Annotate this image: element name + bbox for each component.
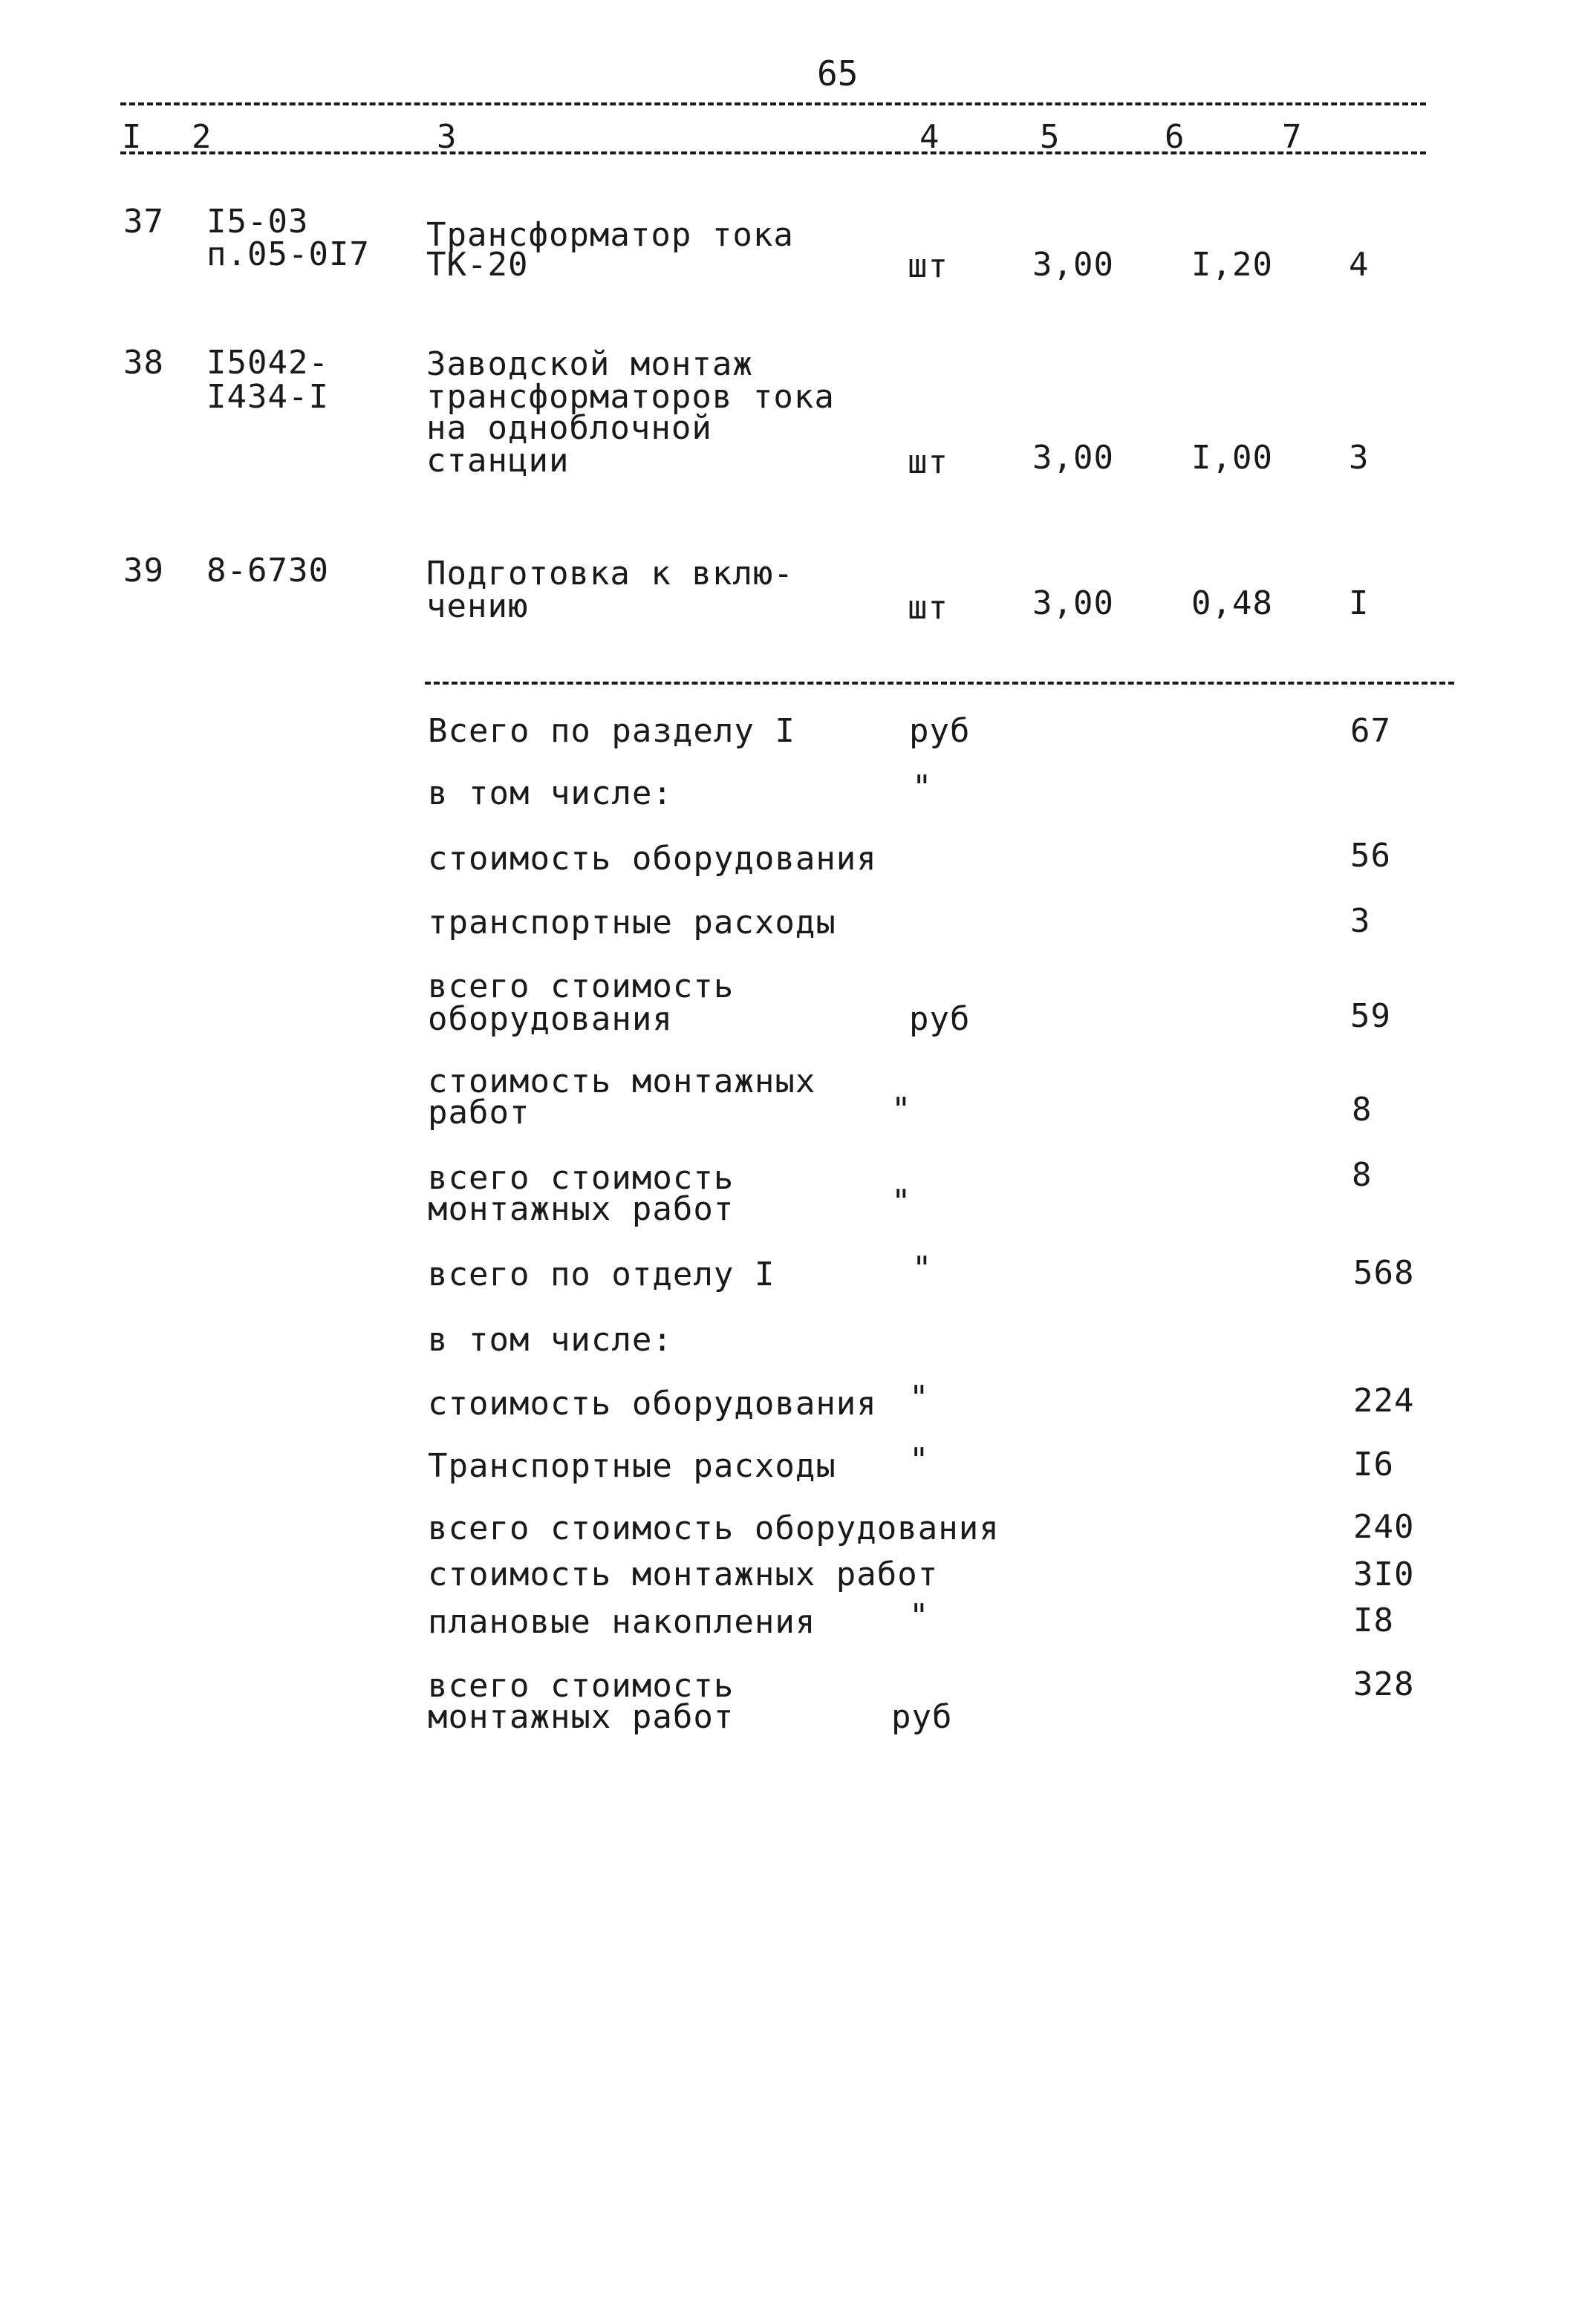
header-top-rule <box>120 102 1426 105</box>
summary-unit: " <box>912 768 933 806</box>
item-number: 39 <box>123 552 164 590</box>
item-name: Заводской монтаж <box>426 345 753 383</box>
summary-label: Транспортные расходы <box>428 1447 836 1485</box>
summary-label: всего по отделу I <box>428 1256 775 1293</box>
summary-value: 3 <box>1350 902 1371 940</box>
column-header-3: 3 <box>437 118 458 156</box>
summary-label: работ <box>428 1094 530 1132</box>
summary-label: оборудования <box>428 1000 673 1038</box>
item-name: ТК-20 <box>426 246 529 284</box>
summary-unit: " <box>909 1441 930 1479</box>
item-unit-price: I,20 <box>1191 246 1273 284</box>
item-number: 37 <box>123 203 164 241</box>
summary-label: стоимость оборудования <box>428 840 877 878</box>
item-unit: шт <box>908 443 948 481</box>
summary-value: 59 <box>1350 997 1391 1035</box>
item-unit: шт <box>908 247 948 285</box>
summary-value: 8 <box>1352 1156 1373 1194</box>
column-header-4: 4 <box>919 118 940 156</box>
summary-separator <box>425 682 1454 685</box>
item-quantity: 3,00 <box>1032 246 1114 284</box>
item-quantity: 3,00 <box>1032 439 1114 477</box>
item-total: 3 <box>1349 439 1370 477</box>
item-code: I434-I <box>206 378 329 416</box>
summary-label: в том числе: <box>428 1321 673 1359</box>
summary-value: I8 <box>1353 1602 1394 1639</box>
item-unit: шт <box>908 589 948 627</box>
summary-unit: руб <box>909 712 971 750</box>
item-unit-price: 0,48 <box>1191 584 1273 622</box>
summary-value: 3I0 <box>1353 1556 1415 1593</box>
item-name: чению <box>426 587 529 625</box>
item-quantity: 3,00 <box>1032 584 1114 622</box>
column-header-6: 6 <box>1165 118 1185 156</box>
summary-label: стоимость оборудования <box>428 1385 877 1423</box>
column-header-7: 7 <box>1282 118 1303 156</box>
item-total: 4 <box>1349 246 1370 284</box>
summary-label: всего стоимость <box>428 967 735 1005</box>
summary-value: 328 <box>1353 1665 1415 1703</box>
summary-unit: " <box>912 1250 933 1287</box>
column-header-1: I <box>122 118 143 156</box>
summary-label: стоимость монтажных работ <box>428 1556 939 1593</box>
summary-label: всего стоимость <box>428 1667 735 1705</box>
column-header-5: 5 <box>1040 118 1061 156</box>
summary-unit: " <box>909 1379 930 1417</box>
summary-label: в том числе: <box>428 774 673 812</box>
summary-label: Всего по разделу I <box>428 712 795 750</box>
summary-label: транспортные расходы <box>428 904 836 941</box>
item-name: на одноблочной <box>426 409 712 447</box>
summary-value: 67 <box>1350 712 1391 750</box>
item-total: I <box>1349 584 1370 622</box>
summary-label: монтажных работ <box>428 1698 735 1736</box>
item-code: I5042- <box>206 344 329 382</box>
summary-value: 568 <box>1353 1254 1415 1292</box>
summary-value: 240 <box>1353 1508 1415 1546</box>
item-name: трансформаторов тока <box>426 378 835 416</box>
page-number: 65 <box>817 53 859 94</box>
item-name: Трансформатор тока <box>426 216 794 254</box>
summary-label: стоимость монтажных <box>428 1063 816 1100</box>
summary-unit: руб <box>909 1000 971 1038</box>
item-code: I5-03 <box>206 203 309 241</box>
item-unit-price: I,00 <box>1191 439 1273 477</box>
summary-unit: руб <box>891 1698 953 1736</box>
summary-label: плановые накопления <box>428 1603 816 1641</box>
summary-value: 8 <box>1352 1091 1373 1129</box>
summary-label: всего стоимость оборудования <box>428 1509 1000 1547</box>
summary-value: I6 <box>1353 1446 1394 1483</box>
item-code: 8-6730 <box>206 552 329 590</box>
item-name: Подготовка к вклю- <box>426 555 794 593</box>
summary-value: 56 <box>1350 837 1391 875</box>
item-number: 38 <box>123 344 164 382</box>
summary-label: монтажных работ <box>428 1190 735 1228</box>
summary-unit: " <box>891 1183 912 1221</box>
header-bottom-rule <box>120 151 1426 154</box>
summary-label: всего стоимость <box>428 1159 735 1197</box>
item-code: п.05-0I7 <box>206 235 370 273</box>
summary-value: 224 <box>1353 1382 1415 1420</box>
item-name: станции <box>426 442 570 480</box>
summary-unit: " <box>891 1091 912 1129</box>
summary-unit: " <box>909 1597 930 1635</box>
column-header-2: 2 <box>192 118 212 156</box>
